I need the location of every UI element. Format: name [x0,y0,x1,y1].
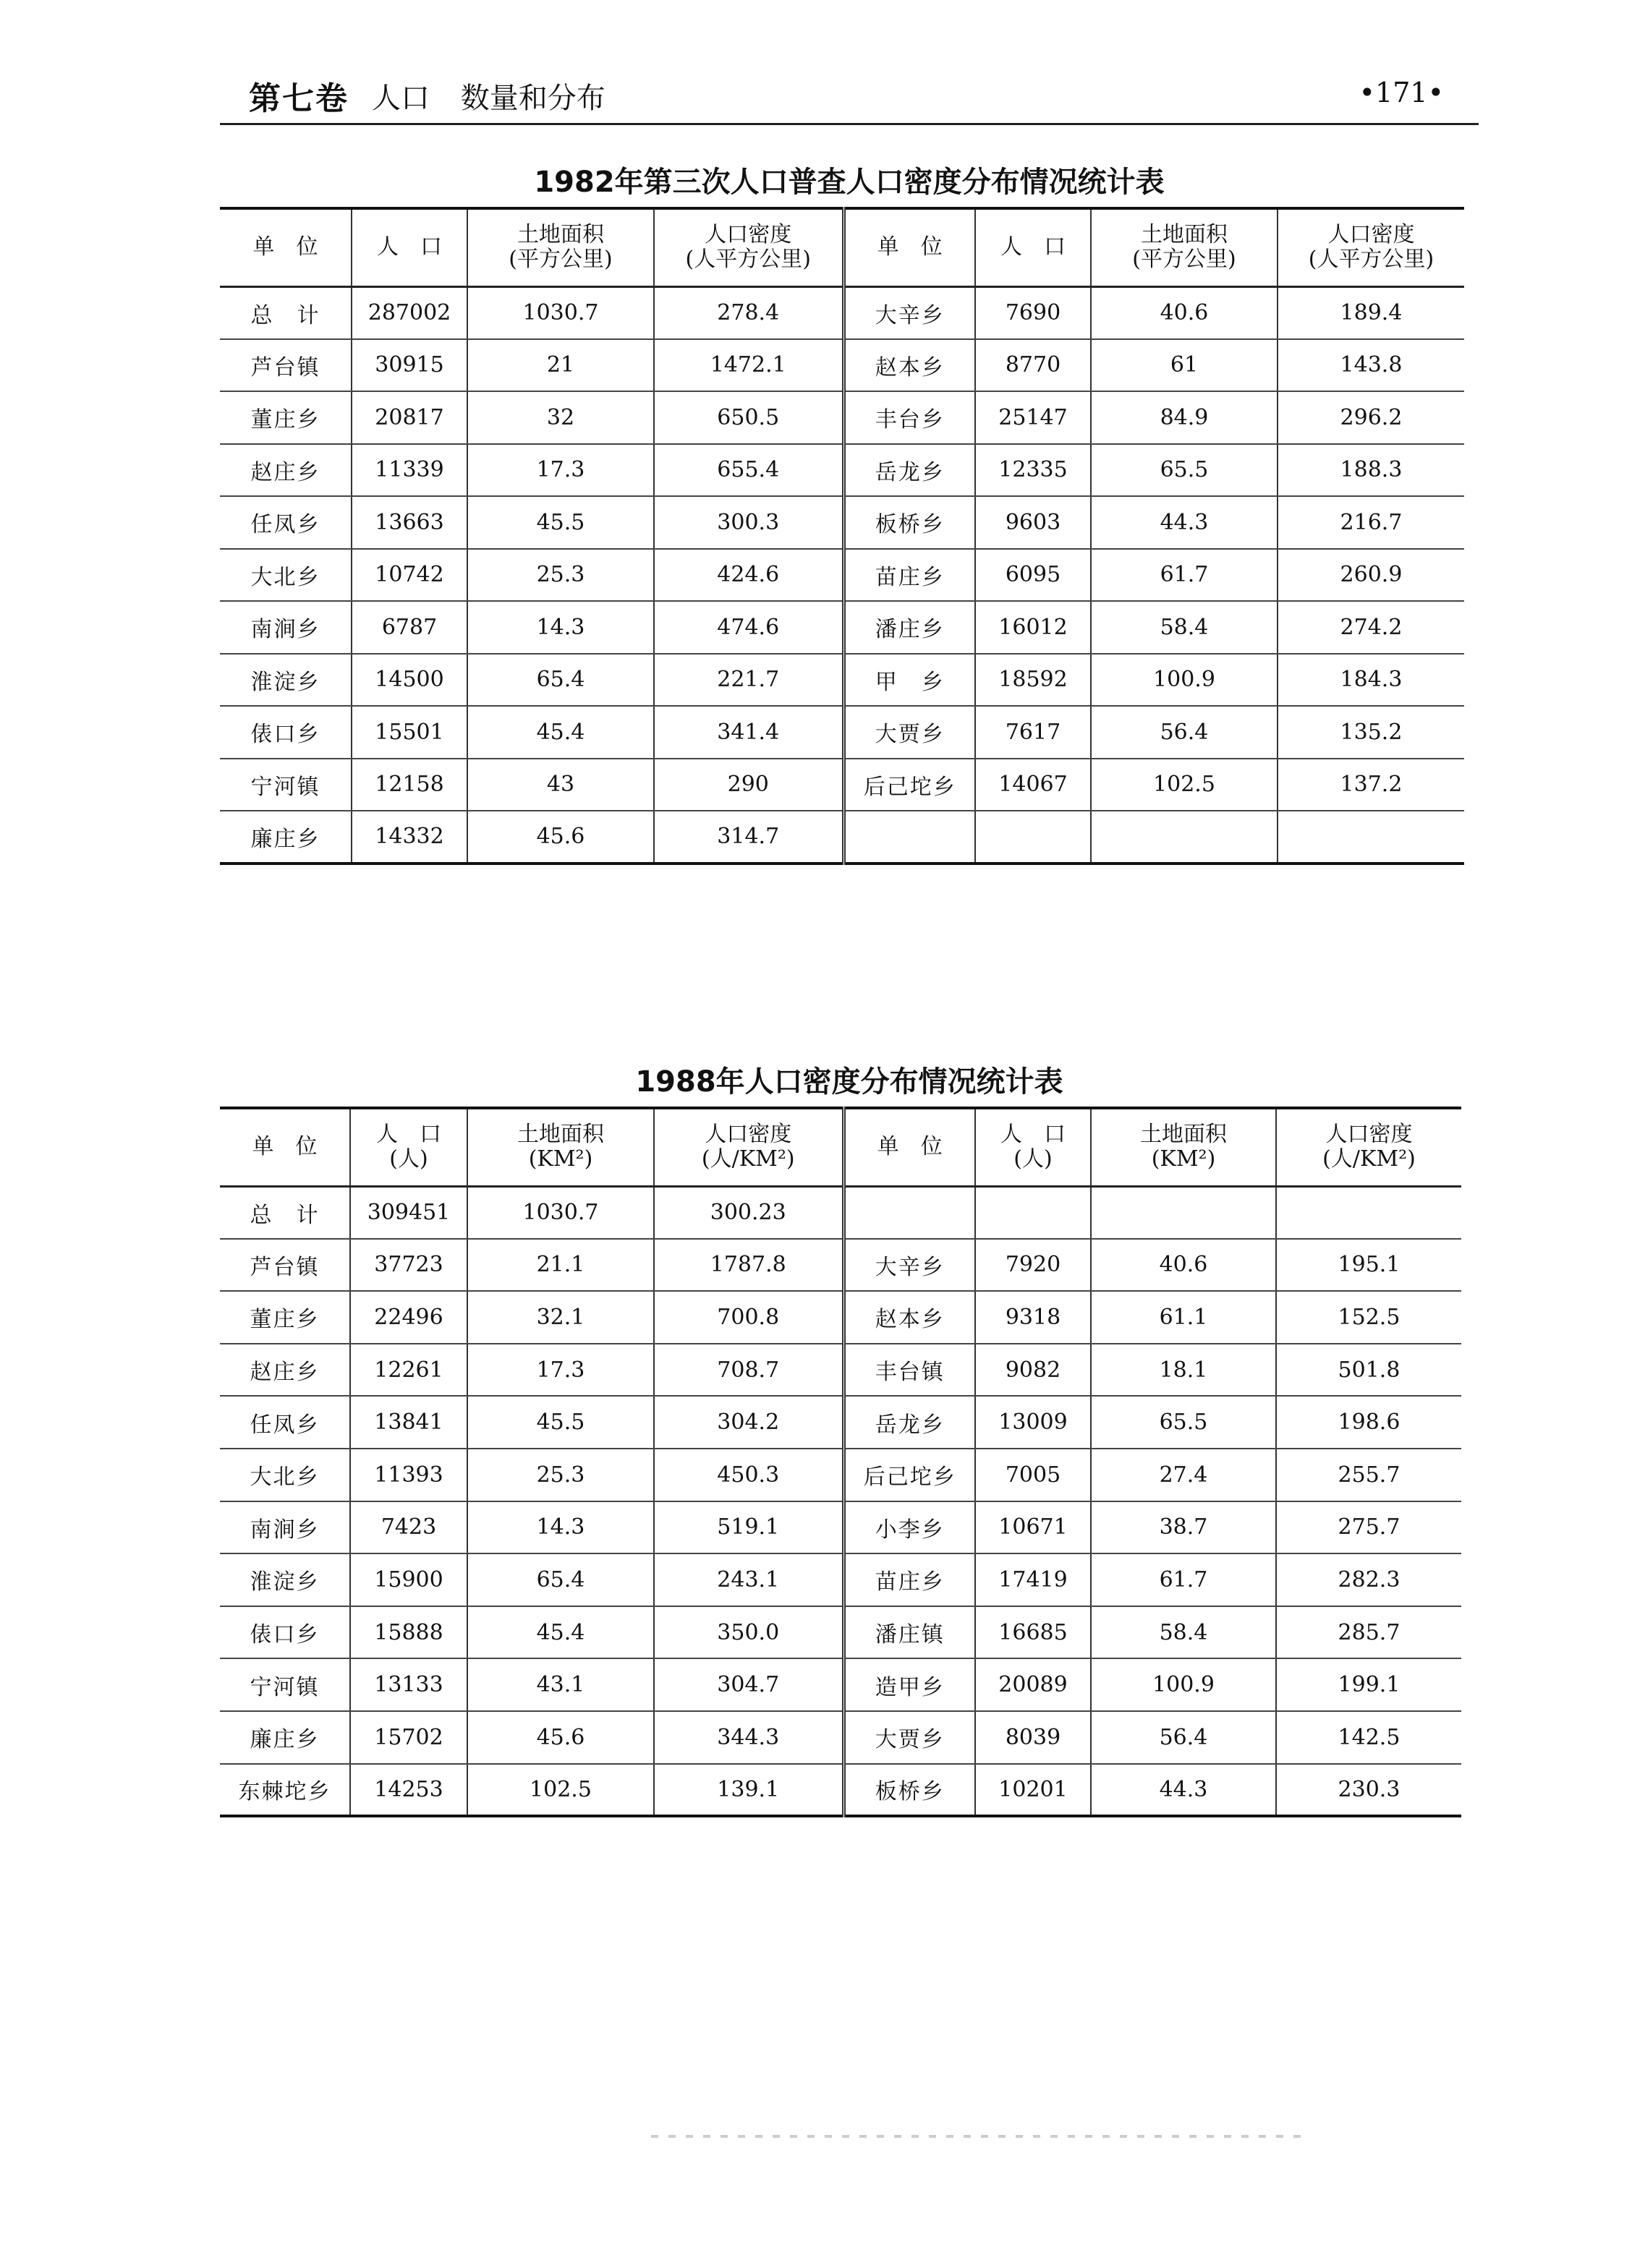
value-cell: 650.5 [654,391,843,444]
unit-name-cell: 总 计 [220,286,352,339]
unit-name-cell: 董庄乡 [220,1291,350,1344]
value-cell: 1030.7 [467,1186,654,1239]
value-cell: 100.9 [1091,654,1278,707]
value-cell: 7617 [975,706,1091,759]
unit-name-cell: 淮淀乡 [220,654,352,707]
table-row [220,444,1464,497]
value-cell: 32.1 [467,1291,654,1344]
value-cell: 8039 [975,1711,1091,1764]
value-cell: 341.4 [654,706,843,759]
value-cell: 20089 [975,1658,1091,1711]
column-header [1091,1108,1276,1186]
unit-name-cell: 后己坨乡 [843,759,975,811]
value-cell: 37723 [350,1239,467,1292]
value-cell: 25.3 [467,1449,654,1501]
value-cell: 184.3 [1278,654,1464,707]
column-header-label: 人口密度 [705,1122,792,1148]
table-row [220,1764,1461,1817]
value-cell: 198.6 [1276,1396,1461,1449]
value-cell: 43.1 [467,1658,654,1711]
column-header-unit: (KM²) [1151,1146,1216,1172]
value-cell: 13663 [352,496,467,549]
unit-name-cell: 丰台镇 [843,1344,975,1397]
value-cell [1091,1186,1276,1239]
column-header-label: 土地面积 [517,1122,604,1148]
print-artifact [651,2135,1302,2138]
value-cell: 290 [654,759,843,811]
header-row [220,208,1464,286]
value-cell: 65.5 [1091,444,1278,497]
value-cell: 13009 [975,1396,1091,1449]
value-cell: 102.5 [467,1764,654,1817]
table-row [220,391,1464,444]
unit-name-cell: 大辛乡 [843,1239,975,1292]
unit-name-cell: 廉庄乡 [220,1711,350,1764]
value-cell: 56.4 [1091,706,1278,759]
column-header [467,208,654,286]
column-header [1276,1108,1461,1186]
unit-name-cell: 俵口乡 [220,1606,350,1659]
value-cell: 350.0 [654,1606,843,1659]
unit-name-cell: 芦台镇 [220,1239,350,1292]
value-cell: 6787 [352,601,467,654]
value-cell: 45.4 [467,706,654,759]
value-cell: 45.6 [467,811,654,864]
value-cell: 40.6 [1091,1239,1276,1292]
column-header-label: 人 口 [1000,234,1066,260]
value-cell: 255.7 [1276,1449,1461,1501]
value-cell: 1030.7 [467,286,654,339]
value-cell [975,1186,1091,1239]
value-cell: 17.3 [467,444,654,497]
table-row [220,1239,1461,1292]
value-cell: 143.8 [1278,339,1464,392]
unit-name-cell: 宁河镇 [220,759,352,811]
column-header [220,1108,350,1186]
value-cell: 10671 [975,1501,1091,1554]
unit-name-cell: 赵本乡 [843,339,975,392]
table-row [220,339,1464,392]
column-header-label: 单 位 [252,234,318,260]
value-cell: 189.4 [1278,286,1464,339]
column-header [654,208,843,286]
table2-title: 1988年人口密度分布情况统计表 [635,1065,1063,1099]
value-cell [975,811,1091,864]
column-header-label: 单 位 [252,1134,318,1160]
column-header-unit: (人/KM²) [701,1146,795,1172]
column-header-unit: (人) [1013,1146,1053,1172]
unit-name-cell: 板桥乡 [843,496,975,549]
unit-name-cell: 大北乡 [220,1449,350,1501]
unit-name-cell: 廉庄乡 [220,811,352,864]
column-header-label: 单 位 [877,1134,943,1160]
value-cell: 13841 [350,1396,467,1449]
value-cell: 9318 [975,1291,1091,1344]
table-row [220,1186,1461,1239]
unit-name-cell: 赵庄乡 [220,444,352,497]
column-header [1278,208,1464,286]
value-cell: 314.7 [654,811,843,864]
table-row [220,496,1464,549]
value-cell: 32 [467,391,654,444]
value-cell: 18592 [975,654,1091,707]
unit-name-cell [843,1186,975,1239]
value-cell: 58.4 [1091,601,1278,654]
value-cell: 40.6 [1091,286,1278,339]
value-cell: 309451 [350,1186,467,1239]
value-cell: 14.3 [467,1501,654,1554]
unit-name-cell: 东棘坨乡 [220,1764,350,1817]
value-cell: 260.9 [1278,549,1464,602]
unit-name-cell: 宁河镇 [220,1658,350,1711]
value-cell [1091,811,1278,864]
column-header [350,1108,467,1186]
value-cell: 7005 [975,1449,1091,1501]
value-cell: 6095 [975,549,1091,602]
table2-density-1988 [220,1107,1461,1817]
value-cell: 11339 [352,444,467,497]
column-header [1091,208,1278,286]
value-cell: 216.7 [1278,496,1464,549]
column-header-unit: (平方公里) [509,247,613,273]
page-header [220,72,1479,125]
value-cell: 275.7 [1276,1501,1461,1554]
value-cell: 139.1 [654,1764,843,1817]
unit-name-cell [843,811,975,864]
value-cell: 15702 [350,1711,467,1764]
value-cell: 142.5 [1276,1711,1461,1764]
value-cell: 44.3 [1091,496,1278,549]
value-cell: 14500 [352,654,467,707]
unit-name-cell: 总 计 [220,1186,350,1239]
column-header-label: 人口密度 [1325,1122,1413,1148]
column-header-label: 人 口 [1000,1122,1066,1148]
value-cell: 7920 [975,1239,1091,1292]
table-row [220,286,1464,339]
unit-name-cell: 岳龙乡 [843,444,975,497]
unit-name-cell: 苗庄乡 [843,549,975,602]
table-row [220,549,1464,602]
column-header-unit: (人平方公里) [685,247,811,273]
column-header [975,1108,1091,1186]
unit-name-cell: 大辛乡 [843,286,975,339]
column-header [352,208,467,286]
table-row [220,1606,1461,1659]
value-cell: 65.4 [467,1553,654,1606]
value-cell: 65.4 [467,654,654,707]
unit-name-cell: 大北乡 [220,549,352,602]
value-cell: 14.3 [467,601,654,654]
value-cell: 20817 [352,391,467,444]
unit-name-cell: 赵本乡 [843,1291,975,1344]
value-cell: 11393 [350,1449,467,1501]
value-cell: 61 [1091,339,1278,392]
value-cell: 61.7 [1091,1553,1276,1606]
value-cell: 44.3 [1091,1764,1276,1817]
table-row [220,759,1464,811]
page-number: •171• [1359,77,1444,108]
value-cell: 188.3 [1278,444,1464,497]
unit-name-cell: 董庄乡 [220,391,352,444]
table-row [220,1449,1461,1501]
column-header [654,1108,843,1186]
value-cell: 519.1 [654,1501,843,1554]
value-cell: 285.7 [1276,1606,1461,1659]
value-cell: 21.1 [467,1239,654,1292]
table-row [220,1711,1461,1764]
value-cell: 14253 [350,1764,467,1817]
table-row [220,811,1464,864]
table-row [220,601,1464,654]
value-cell: 56.4 [1091,1711,1276,1764]
column-header [843,1108,975,1186]
value-cell: 344.3 [654,1711,843,1764]
table-row [220,1501,1461,1554]
value-cell: 45.5 [467,496,654,549]
value-cell: 10201 [975,1764,1091,1817]
table-row [220,1658,1461,1711]
value-cell: 230.3 [1276,1764,1461,1817]
value-cell: 424.6 [654,549,843,602]
value-cell: 135.2 [1278,706,1464,759]
column-header-label: 人口密度 [705,222,792,248]
table1-title: 1982年第三次人口普查人口密度分布情况统计表 [534,166,1165,199]
value-cell: 287002 [352,286,467,339]
column-header [467,1108,654,1186]
unit-name-cell: 潘庄乡 [843,601,975,654]
value-cell: 278.4 [654,286,843,339]
value-cell: 199.1 [1276,1658,1461,1711]
value-cell: 22496 [350,1291,467,1344]
value-cell: 7423 [350,1501,467,1554]
value-cell: 13133 [350,1658,467,1711]
table-row [220,654,1464,707]
column-header-label: 土地面积 [517,222,604,248]
unit-name-cell: 板桥乡 [843,1764,975,1817]
value-cell: 30915 [352,339,467,392]
column-header [843,208,975,286]
unit-name-cell: 南涧乡 [220,1501,350,1554]
value-cell: 17419 [975,1553,1091,1606]
table-row [220,1291,1461,1344]
unit-name-cell: 任凤乡 [220,1396,350,1449]
value-cell: 21 [467,339,654,392]
value-cell: 100.9 [1091,1658,1276,1711]
unit-name-cell: 潘庄镇 [843,1606,975,1659]
value-cell: 152.5 [1276,1291,1461,1344]
value-cell: 12261 [350,1344,467,1397]
value-cell: 12335 [975,444,1091,497]
table-row [220,1553,1461,1606]
column-header [220,208,352,286]
chapter-title: 第七卷 [249,80,349,117]
value-cell: 304.7 [654,1658,843,1711]
column-header-label: 人 口 [376,1122,441,1148]
table-row [220,706,1464,759]
table-row [220,1396,1461,1449]
value-cell: 450.3 [654,1449,843,1501]
value-cell: 700.8 [654,1291,843,1344]
value-cell: 27.4 [1091,1449,1276,1501]
value-cell: 300.3 [654,496,843,549]
column-header-label: 土地面积 [1141,222,1228,248]
unit-name-cell: 丰台乡 [843,391,975,444]
value-cell: 274.2 [1278,601,1464,654]
value-cell: 45.4 [467,1606,654,1659]
value-cell: 15900 [350,1553,467,1606]
value-cell: 15888 [350,1606,467,1659]
unit-name-cell: 大贾乡 [843,1711,975,1764]
value-cell: 282.3 [1276,1553,1461,1606]
column-header-unit: (平方公里) [1132,247,1236,273]
value-cell: 708.7 [654,1344,843,1397]
value-cell: 304.2 [654,1396,843,1449]
table-row [220,1344,1461,1397]
value-cell: 7690 [975,286,1091,339]
unit-name-cell: 造甲乡 [843,1658,975,1711]
value-cell: 84.9 [1091,391,1278,444]
value-cell: 17.3 [467,1344,654,1397]
column-header-unit: (人平方公里) [1308,247,1434,273]
column-header-label: 单 位 [877,234,943,260]
value-cell: 243.1 [654,1553,843,1606]
column-header-label: 人 口 [377,234,442,260]
unit-name-cell: 南涧乡 [220,601,352,654]
value-cell: 38.7 [1091,1501,1276,1554]
value-cell: 296.2 [1278,391,1464,444]
unit-name-cell: 芦台镇 [220,339,352,392]
column-header-label: 人口密度 [1327,222,1415,248]
value-cell: 43 [467,759,654,811]
value-cell: 102.5 [1091,759,1278,811]
section-part-population: 人口 [372,82,430,115]
value-cell [1278,811,1464,864]
column-header-unit: (KM²) [528,1146,593,1172]
unit-name-cell: 后己坨乡 [843,1449,975,1501]
value-cell: 61.7 [1091,549,1278,602]
column-header [975,208,1091,286]
value-cell: 25147 [975,391,1091,444]
value-cell: 14067 [975,759,1091,811]
column-header-unit: (人) [389,1146,428,1172]
unit-name-cell: 岳龙乡 [843,1396,975,1449]
value-cell: 8770 [975,339,1091,392]
value-cell: 18.1 [1091,1344,1276,1397]
value-cell: 58.4 [1091,1606,1276,1659]
value-cell: 65.5 [1091,1396,1276,1449]
unit-name-cell: 俵口乡 [220,706,352,759]
value-cell: 1472.1 [654,339,843,392]
unit-name-cell: 苗庄乡 [843,1553,975,1606]
value-cell: 12158 [352,759,467,811]
value-cell: 195.1 [1276,1239,1461,1292]
value-cell: 16012 [975,601,1091,654]
value-cell: 16685 [975,1606,1091,1659]
value-cell: 221.7 [654,654,843,707]
unit-name-cell: 小李乡 [843,1501,975,1554]
value-cell: 137.2 [1278,759,1464,811]
column-header-label: 土地面积 [1140,1122,1227,1148]
value-cell: 501.8 [1276,1344,1461,1397]
value-cell: 474.6 [654,601,843,654]
value-cell: 1787.8 [654,1239,843,1292]
unit-name-cell: 大贾乡 [843,706,975,759]
value-cell: 9603 [975,496,1091,549]
value-cell: 14332 [352,811,467,864]
value-cell: 61.1 [1091,1291,1276,1344]
unit-name-cell: 甲 乡 [843,654,975,707]
value-cell: 655.4 [654,444,843,497]
value-cell: 300.23 [654,1186,843,1239]
unit-name-cell: 赵庄乡 [220,1344,350,1397]
value-cell: 10742 [352,549,467,602]
header-row [220,1108,1461,1186]
unit-name-cell: 淮淀乡 [220,1553,350,1606]
value-cell: 15501 [352,706,467,759]
section-title [372,75,627,116]
value-cell: 25.3 [467,549,654,602]
column-header-unit: (人/KM²) [1322,1146,1416,1172]
table1-density-1982 [220,207,1464,865]
section-part-distribution: 数量和分布 [460,82,605,115]
value-cell: 45.6 [467,1711,654,1764]
unit-name-cell: 任凤乡 [220,496,352,549]
value-cell: 9082 [975,1344,1091,1397]
value-cell: 45.5 [467,1396,654,1449]
value-cell [1276,1186,1461,1239]
